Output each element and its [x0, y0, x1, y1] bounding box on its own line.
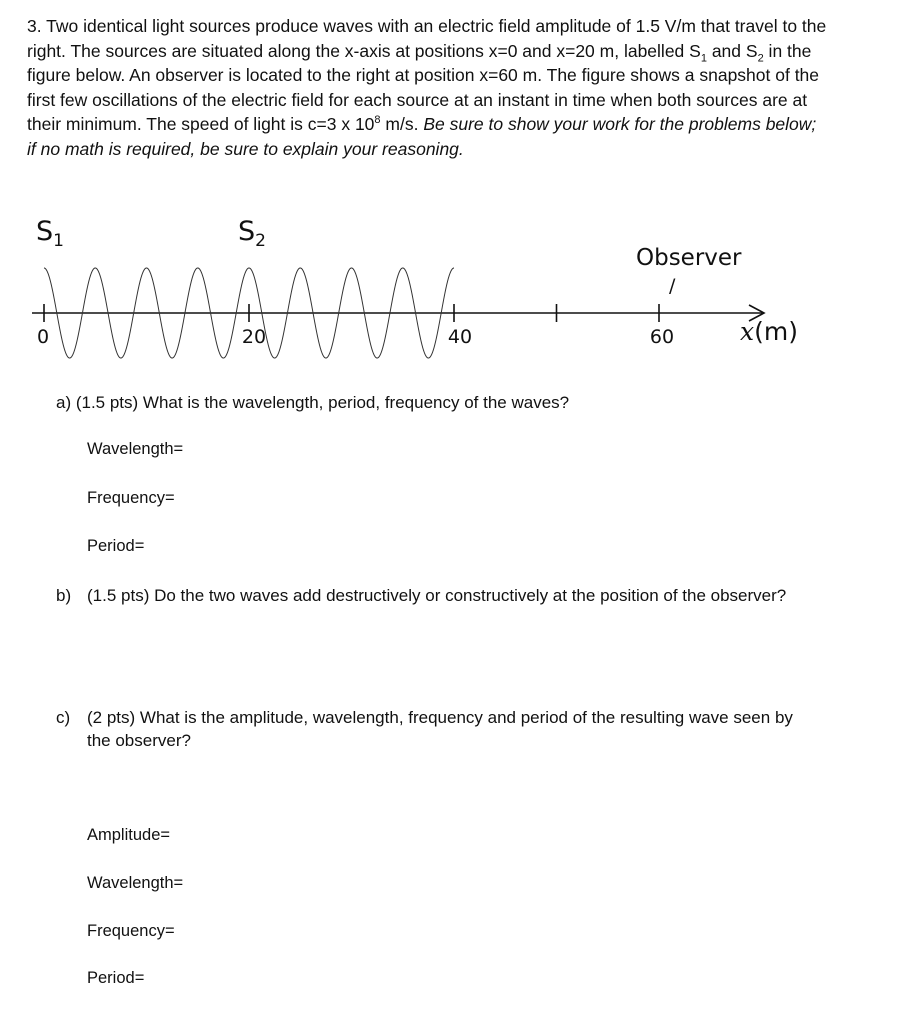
tick-label-0: 0 [36, 326, 50, 348]
part-b-letter: b) [56, 586, 72, 605]
observer-label: Observer [636, 245, 742, 271]
source2-label: $S_2$ [238, 216, 266, 251]
part-a-frequency-field[interactable]: Frequency= [87, 489, 175, 507]
part-c-period-field[interactable]: Period= [87, 969, 145, 987]
part-c-letter: c) [56, 708, 71, 727]
part-a-wavelength-field[interactable]: Wavelength= [87, 440, 184, 458]
part-a-question: a) (1.5 pts) What is the wavelength, period, frequency of the waves? [56, 393, 570, 412]
instruction-italic: Be sure to show your work for the problems below; if no math is required, be sure to explain your reasoning. [27, 114, 817, 159]
observer-marker: / [669, 275, 676, 297]
part-c-text: (2 pts) What is the amplitude, wavelength, frequency and period of the resulting wave seen by the observer? [87, 708, 793, 750]
tick-label-20: 20 [241, 326, 267, 348]
tick-label-60: 60 [649, 326, 675, 348]
tick-label-40: 40 [447, 326, 473, 348]
problem-text: 3. Two identical light sources produce waves with an electric field amplitude of 1.5 V/m that travel to the right. The sources are situated along the x-axis at positions x=0 and x=20 m, labelled $S_1$ and $S_2$ in the figure below. An observer is located to the right at position x=60 m. The figure shows a snapshot of the first few oscillations of the electric field for each source at an instant in time when both sources are at their minimum. The speed of light is c=3 x $10^8$ m/s. Be sure to show your work for the problems below; if no math is required, be sure to explain your reasoning. [27, 16, 827, 159]
source1-label: $S_1$ [36, 216, 64, 251]
x-axis [32, 305, 764, 321]
part-c-amplitude-field[interactable]: Amplitude= [87, 826, 171, 844]
part-c-frequency-field[interactable]: Frequency= [87, 922, 175, 940]
axis-unit-label: x(m) [740, 317, 798, 346]
part-a-period-field[interactable]: Period= [87, 537, 145, 555]
wave-figure [0, 0, 904, 380]
part-b-text: (1.5 pts) Do the two waves add destructively or constructively at the position of the observer? [87, 586, 787, 605]
part-c-wavelength-field[interactable]: Wavelength= [87, 874, 184, 892]
part-b-question [56, 584, 816, 607]
part-c-question [56, 706, 816, 752]
